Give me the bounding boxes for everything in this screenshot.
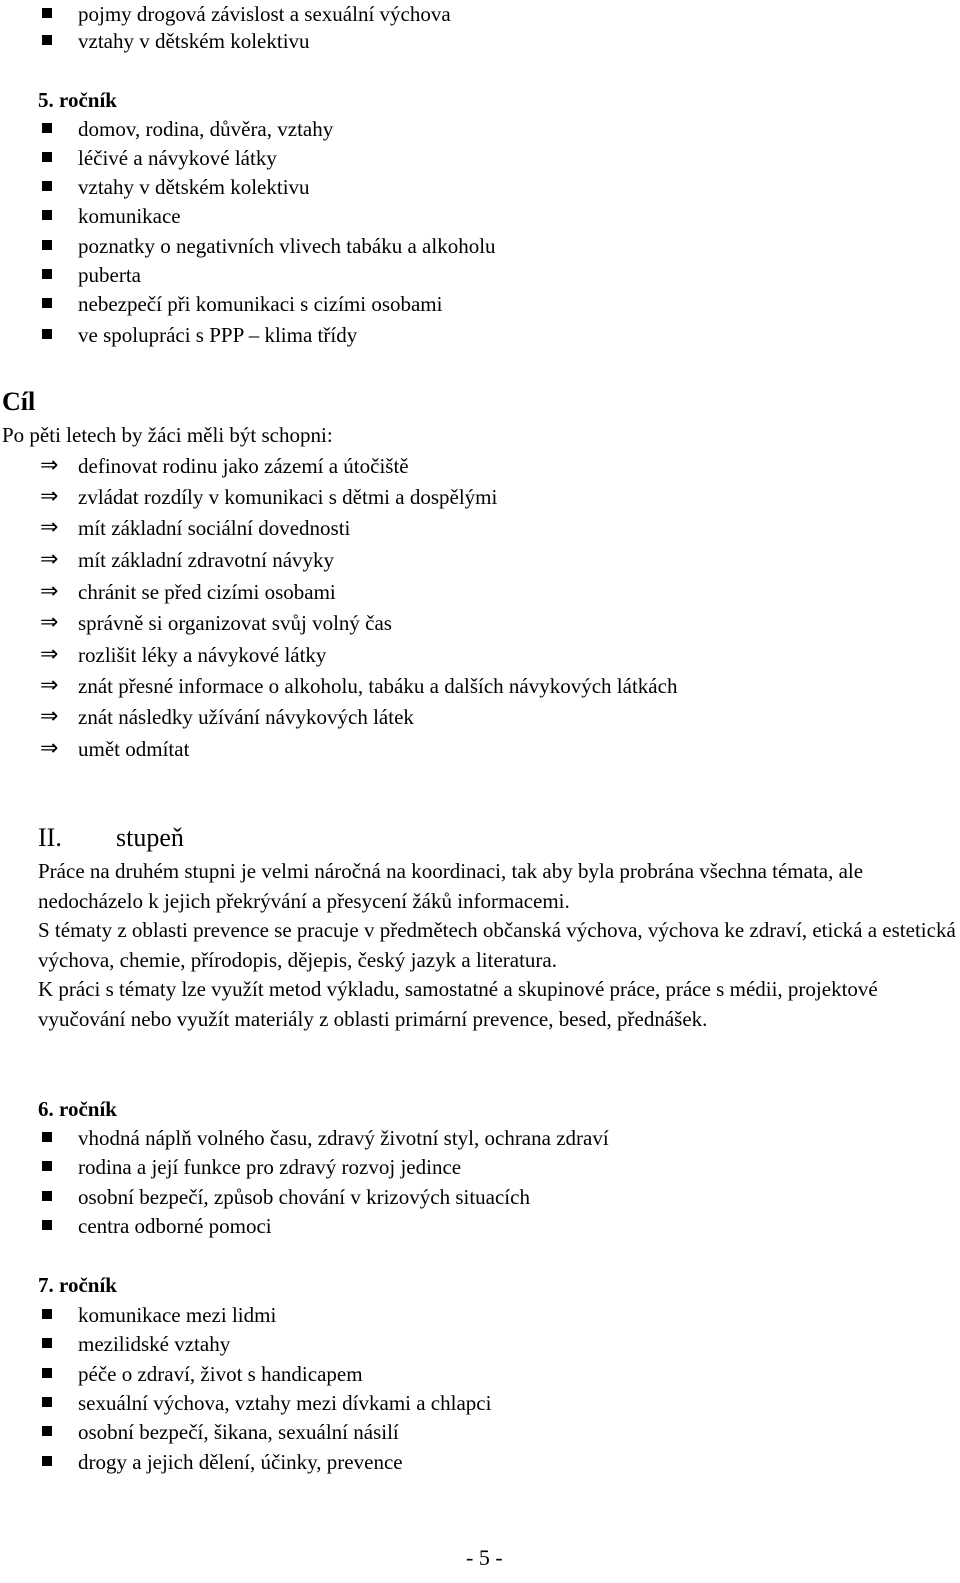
square-bullet-icon bbox=[42, 35, 52, 45]
stage2-heading bbox=[38, 823, 184, 853]
square-bullet-icon bbox=[42, 152, 52, 162]
double-arrow-icon: ⇒ bbox=[40, 736, 59, 761]
double-arrow-icon: ⇒ bbox=[40, 453, 59, 478]
square-bullet-icon bbox=[42, 1220, 52, 1230]
square-bullet-icon bbox=[42, 1161, 52, 1171]
square-bullet-icon bbox=[42, 1338, 52, 1348]
goal-intro: Po pěti letech by žáci měli být schopni: bbox=[2, 423, 333, 447]
stage2-paragraph: S tématy z oblasti prevence se pracuje v předmětech občanská výchova, výchova ke zdraví, etická a estetická výchova, chemie, přírodopis, dějepis, český jazyk a literatura. bbox=[38, 918, 956, 972]
double-arrow-icon: ⇒ bbox=[40, 673, 59, 698]
square-bullet-icon bbox=[42, 1191, 52, 1201]
square-bullet-icon bbox=[42, 1456, 52, 1466]
square-bullet-icon bbox=[42, 329, 52, 339]
stage2-number: II. bbox=[38, 823, 62, 852]
square-bullet-icon bbox=[42, 1368, 52, 1378]
stage2-paragraph: K práci s tématy lze využít metod výkladu, samostatné a skupinové práce, práce s médii, projektové vyučování nebo využít materiály z oblasti primární prevence, besed, přednášek. bbox=[38, 977, 878, 1031]
square-bullet-icon bbox=[42, 240, 52, 250]
stage2-paragraph: Práce na druhém stupni je velmi náročná na koordinaci, tak aby byla probrána všechna témata, ale nedocházelo k jejich překrývání a přesycení žáků informacemi. bbox=[38, 859, 864, 913]
stage2-title: stupeň bbox=[116, 823, 184, 852]
square-bullet-icon bbox=[42, 181, 52, 191]
square-bullet-icon bbox=[42, 1132, 52, 1142]
square-bullet-icon bbox=[42, 269, 52, 279]
double-arrow-icon: ⇒ bbox=[40, 642, 59, 667]
square-bullet-icon bbox=[42, 210, 52, 220]
page-number: - 5 - bbox=[466, 1545, 503, 1570]
square-bullet-icon bbox=[42, 298, 52, 308]
goal-heading: Cíl bbox=[2, 387, 36, 416]
grade7-heading: 7. ročník bbox=[38, 1273, 117, 1297]
square-bullet-icon bbox=[42, 1397, 52, 1407]
double-arrow-icon: ⇒ bbox=[40, 610, 59, 635]
double-arrow-icon: ⇒ bbox=[40, 704, 59, 729]
grade6-heading: 6. ročník bbox=[38, 1097, 117, 1121]
double-arrow-icon: ⇒ bbox=[40, 484, 59, 509]
square-bullet-icon bbox=[42, 1426, 52, 1436]
double-arrow-icon: ⇒ bbox=[40, 547, 59, 572]
square-bullet-icon bbox=[42, 1309, 52, 1319]
double-arrow-icon: ⇒ bbox=[40, 515, 59, 540]
grade5-heading: 5. ročník bbox=[38, 88, 117, 112]
double-arrow-icon: ⇒ bbox=[40, 579, 59, 604]
square-bullet-icon bbox=[42, 123, 52, 133]
square-bullet-icon bbox=[42, 8, 52, 18]
